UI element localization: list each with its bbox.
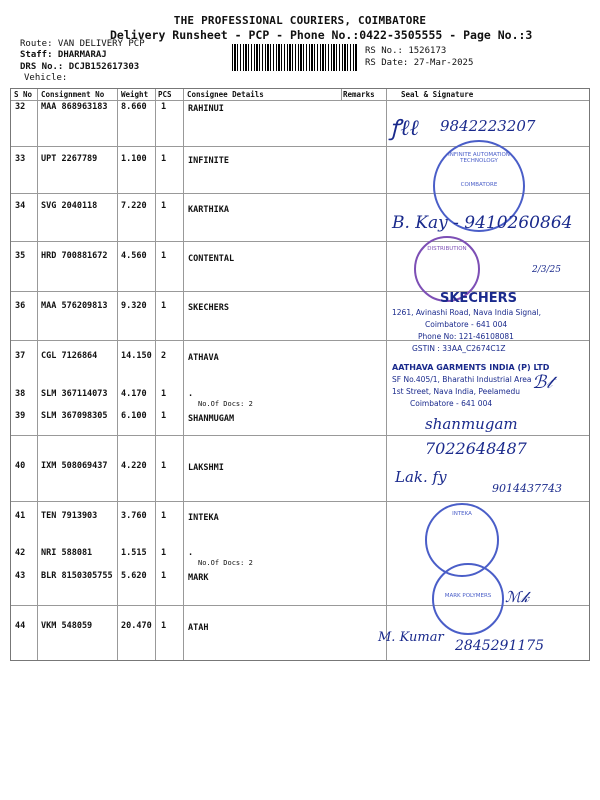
col-header-weight: Weight xyxy=(121,90,149,99)
cell-consignment: SVG 2040118 xyxy=(41,201,98,211)
col-header-sno: S No xyxy=(14,90,33,99)
signature-scribble: ℳ𝓀 xyxy=(505,588,530,606)
skechers-stamp-city: Coimbatore - 641 004 xyxy=(425,320,508,329)
cell-consignment: IXM 508069437 xyxy=(41,461,108,471)
col-divider xyxy=(117,89,118,660)
cell-consignment: SLM 367098305 xyxy=(41,411,108,421)
col-divider xyxy=(386,89,387,660)
cell-consignee: ATAH xyxy=(188,623,209,633)
cell-consignee: KARTHIKA xyxy=(188,205,229,215)
runsheet-subtitle: Delivery Runsheet - PCP - Phone No.:0422-3505555 - Page No.:3 xyxy=(110,28,533,42)
cell-sno: 34 xyxy=(15,201,26,211)
cell-pcs: 1 xyxy=(161,389,167,399)
rs-number: RS No.: 1526173 xyxy=(365,46,447,56)
signature-handwritten: Lak. fy xyxy=(395,468,447,486)
cell-consignee: INFINITE xyxy=(188,156,229,166)
cell-docs: No.Of Docs: 2 xyxy=(198,400,253,408)
cell-pcs: 1 xyxy=(161,301,167,311)
cell-sno: 33 xyxy=(15,154,26,164)
cell-docs: No.Of Docs: 2 xyxy=(198,559,253,567)
cell-weight: 14.150 xyxy=(121,351,152,361)
handwritten-date: 2/3/25 xyxy=(532,265,561,275)
col-header-seal: Seal & Signature xyxy=(401,90,474,99)
cell-consignment: SLM 367114073 xyxy=(41,389,108,399)
cell-consignee: SHANMUGAM xyxy=(188,414,235,424)
cell-pcs: 1 xyxy=(161,621,167,631)
cell-sno: 42 xyxy=(15,548,26,558)
cell-sno: 41 xyxy=(15,511,26,521)
cell-consignee: ATHAVA xyxy=(188,353,219,363)
col-divider xyxy=(155,89,156,660)
signature-handwritten: B. Kay - 9410260864 xyxy=(392,213,573,233)
seal-text: MARK POLYMERS xyxy=(444,593,492,599)
col-header-remarks: Remarks xyxy=(343,90,375,99)
rs-date: RS Date: 27-Mar-2025 xyxy=(365,58,474,68)
skechers-stamp-address: 1261, Avinashi Road, Nava India Signal, xyxy=(392,308,541,317)
cell-weight: 4.170 xyxy=(121,389,147,399)
cell-consignee: INTEKA xyxy=(188,513,219,523)
cell-pcs: 2 xyxy=(161,351,167,361)
signature-scribble: ℬ𝓉 xyxy=(532,372,553,393)
cell-consignee: RAHINUI xyxy=(188,104,224,114)
cell-sno: 36 xyxy=(15,301,26,311)
row-divider xyxy=(11,241,589,242)
col-divider xyxy=(37,89,38,660)
cell-weight: 1.100 xyxy=(121,154,147,164)
cell-consignment: MAA 576209813 xyxy=(41,301,108,311)
cell-weight: 4.220 xyxy=(121,461,147,471)
cell-consignment: BLR 8150305755 xyxy=(41,571,113,581)
company-title: THE PROFESSIONAL COURIERS, COIMBATORE xyxy=(173,14,427,27)
athava-stamp-name: AATHAVA GARMENTS INDIA (P) LTD xyxy=(392,363,550,372)
cell-pcs: 1 xyxy=(161,571,167,581)
cell-weight: 5.620 xyxy=(121,571,147,581)
barcode xyxy=(232,44,357,71)
col-divider xyxy=(183,89,184,660)
cell-consignment: TEN 7913903 xyxy=(41,511,98,521)
skechers-stamp-gstin: GSTIN : 33AA_C2674C1Z xyxy=(412,344,506,353)
cell-weight: 8.660 xyxy=(121,102,147,112)
cell-sno: 37 xyxy=(15,351,26,361)
cell-pcs: 1 xyxy=(161,411,167,421)
cell-pcs: 1 xyxy=(161,201,167,211)
cell-consignment: HRD 700881672 xyxy=(41,251,108,261)
cell-sno: 32 xyxy=(15,102,26,112)
signature-handwritten: shanmugam xyxy=(425,415,518,433)
skechers-stamp-phone: Phone No: 121-46108081 xyxy=(418,332,514,341)
mark-seal xyxy=(432,563,504,635)
signature-phone: 9014437743 xyxy=(492,482,562,495)
row-divider xyxy=(11,100,589,101)
athava-stamp-city: Coimbatore - 641 004 xyxy=(410,399,493,408)
cell-pcs: 1 xyxy=(161,511,167,521)
cell-weight: 6.100 xyxy=(121,411,147,421)
cell-weight: 1.515 xyxy=(121,548,147,558)
cell-consignee: CONTENTAL xyxy=(188,254,235,264)
cell-sno: 35 xyxy=(15,251,26,261)
signature-phone: 9842223207 xyxy=(440,117,536,135)
row-divider xyxy=(11,501,589,502)
drs-label: DRS No.: DCJB152617303 xyxy=(20,62,140,72)
cell-consignee: MARK xyxy=(188,573,209,583)
cell-consignment: UPT 2267789 xyxy=(41,154,98,164)
col-header-pcs: PCS xyxy=(158,90,172,99)
signature-handwritten: M. Kumar xyxy=(378,630,444,645)
cell-consignment: MAA 868963183 xyxy=(41,102,108,112)
cell-consignee: LAKSHMI xyxy=(188,463,224,473)
col-header-consignee: Consignee Details xyxy=(187,90,264,99)
skechers-stamp-name: SKECHERS xyxy=(440,291,517,306)
cell-sno: 38 xyxy=(15,389,26,399)
cell-weight: 9.320 xyxy=(121,301,147,311)
cell-weight: 20.470 xyxy=(121,621,152,631)
seal-city: COIMBATORE xyxy=(460,182,498,188)
cell-consignment: VKM 548059 xyxy=(41,621,93,631)
col-header-consignment: Consignment No xyxy=(41,90,105,99)
seal-text: DISTRIBUTION xyxy=(427,246,467,252)
cell-consignee: . xyxy=(188,548,194,558)
athava-stamp-address: SF No.405/1, Bharathi Industrial Area xyxy=(392,375,532,384)
cell-pcs: 1 xyxy=(161,461,167,471)
staff-label: Staff: DHARMARAJ xyxy=(20,50,107,60)
row-divider xyxy=(11,435,589,436)
cell-weight: 4.560 xyxy=(121,251,147,261)
signature-scribble: ꝭℓℓ xyxy=(390,116,419,141)
cell-pcs: 1 xyxy=(161,251,167,261)
cell-sno: 44 xyxy=(15,621,26,631)
seal-text: INTEKA xyxy=(452,511,472,517)
athava-stamp-address: 1st Street, Nava India, Peelamedu xyxy=(392,387,520,396)
cell-consignment: CGL 7126864 xyxy=(41,351,98,361)
cell-weight: 3.760 xyxy=(121,511,147,521)
cell-sno: 43 xyxy=(15,571,26,581)
cell-pcs: 1 xyxy=(161,548,167,558)
cell-sno: 39 xyxy=(15,411,26,421)
cell-consignee: SKECHERS xyxy=(188,303,229,313)
seal-text: INFINITE AUTOMATION TECHNOLOGY xyxy=(448,152,510,164)
signature-phone: 2845291175 xyxy=(455,638,545,654)
route-label: Route: VAN DELIVERY PCP xyxy=(20,39,145,49)
signature-phone: 7022648487 xyxy=(425,439,527,458)
cell-consignment: NRI 588081 xyxy=(41,548,93,558)
cell-sno: 40 xyxy=(15,461,26,471)
cell-consignee: . xyxy=(188,389,194,399)
cell-pcs: 1 xyxy=(161,102,167,112)
cell-weight: 7.220 xyxy=(121,201,147,211)
vehicle-label: Vehicle: xyxy=(24,73,68,83)
cell-pcs: 1 xyxy=(161,154,167,164)
